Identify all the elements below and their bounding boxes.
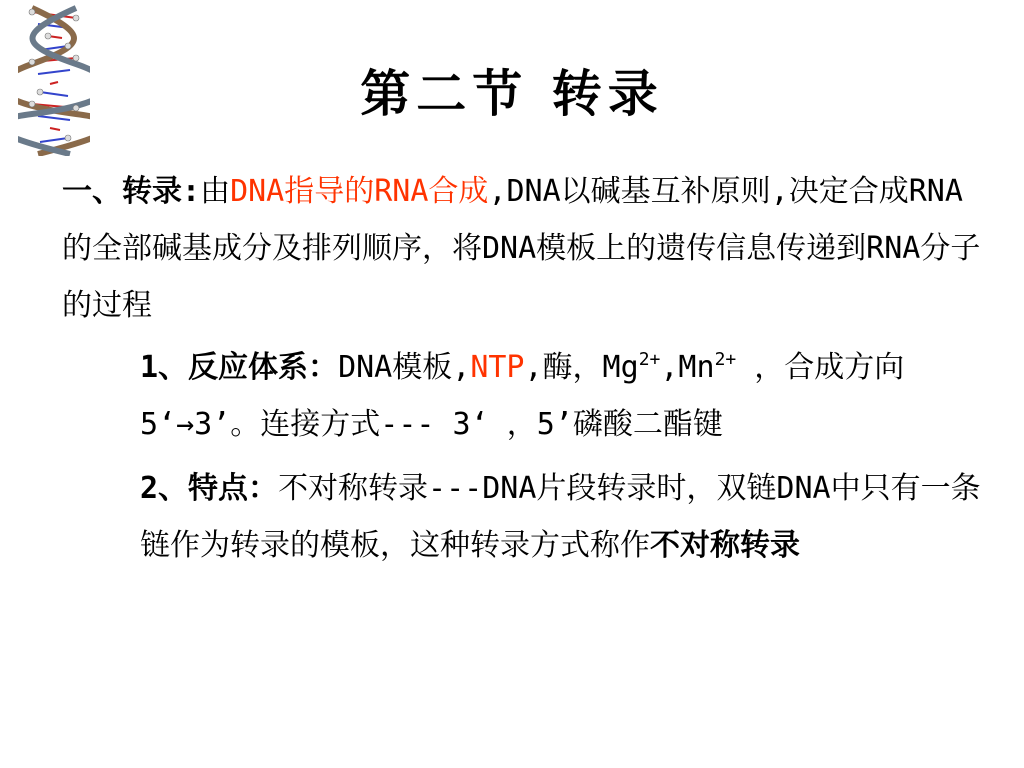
characteristics-heading: 2、特点：	[140, 471, 279, 506]
definition-text-a: 由	[200, 174, 231, 209]
definition-heading: 一、转录:	[62, 174, 201, 209]
slide-title: 第二节 转录	[360, 64, 664, 123]
reaction-system-text-c: ,Mn	[660, 350, 715, 385]
reaction-system-text-d: ，合成方向5‘→3’。连接方式--- 3‘ ，5’磷酸二酯键	[140, 350, 905, 442]
slide-body	[62, 163, 992, 574]
mg-charge: 2+	[638, 349, 661, 370]
characteristics-point	[62, 460, 992, 574]
reaction-system-point	[62, 339, 992, 453]
reaction-system-heading: 1、反应体系：	[140, 350, 339, 385]
reaction-system-text-a: DNA模板,	[338, 350, 471, 385]
mn-charge: 2+	[714, 349, 737, 370]
reaction-system-text-b: ,酶，Mg	[524, 350, 639, 385]
characteristics-text: 不对称转录---DNA片段转录时，双链DNA中只有一条链作为转录的模板，这种转录方式称作	[140, 471, 981, 563]
transcription-definition	[62, 163, 992, 334]
definition-text-b: ,DNA以碱基互补原则,决定合成RNA的全部碱基成分及排列顺序，将DNA模板上的遗传信息传递到RNA分子的过程	[62, 174, 981, 323]
characteristics-emphasis: 不对称转录	[650, 528, 800, 563]
definition-highlight: DNA指导的RNA合成	[230, 174, 489, 209]
ntp-highlight: NTP	[470, 350, 525, 385]
